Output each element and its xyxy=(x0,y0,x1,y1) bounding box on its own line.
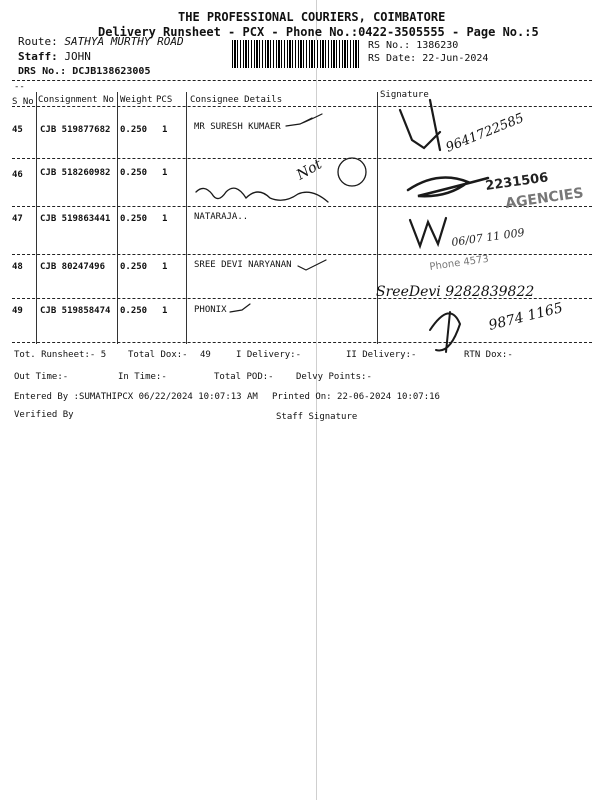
not-note: Not xyxy=(294,156,325,184)
drs-value: DCJB138623005 xyxy=(72,66,151,77)
total-dox-value: 49 xyxy=(200,350,211,360)
row-48-weight: 0.250 xyxy=(120,262,148,272)
row-49-tick xyxy=(230,304,250,312)
row-48-sno: 48 xyxy=(12,262,23,272)
col-header-weight: Weight xyxy=(120,95,153,105)
row-45-weight: 0.250 xyxy=(120,125,148,135)
rs-date-value: 22-Jun-2024 xyxy=(422,53,489,64)
runsheet-title: Delivery Runsheet - PCX - Phone No.:0422-3505555 - Page No.:5 xyxy=(98,25,539,39)
stamp-date: 06/07 11 009 xyxy=(450,225,526,249)
row-47-consignee: NATARAJA.. xyxy=(194,212,249,222)
route-label: Route: xyxy=(18,35,58,48)
route-value: SATHYA MURTHY ROAD xyxy=(64,35,184,48)
col-header-sno: S No xyxy=(12,97,34,107)
row-46-signature xyxy=(408,178,488,197)
total-dox-label: Total Dox:- xyxy=(128,350,188,360)
row-47-signature xyxy=(410,218,446,246)
out-time: Out Time:- xyxy=(14,372,69,382)
i-delivery: I Delivery:- xyxy=(236,350,302,360)
stamp-word: AGENCIES xyxy=(504,185,585,212)
col-header-signature: Signature xyxy=(380,90,429,100)
row-47-consignment: CJB 519863441 xyxy=(40,214,111,224)
row-46-pcs: 1 xyxy=(162,168,168,178)
staff-signature: Staff Signature xyxy=(276,412,358,422)
row-48-pcs: 1 xyxy=(162,262,168,272)
row-49-consignment: CJB 519858474 xyxy=(40,306,111,316)
row-48-tick xyxy=(298,260,326,270)
staff-label: Staff: xyxy=(18,50,58,63)
row-45-sno: 45 xyxy=(12,125,23,135)
row-47-weight: 0.250 xyxy=(120,214,148,224)
row-48-consignment: CJB 80247496 xyxy=(40,262,106,272)
verified-by: Verified By xyxy=(14,410,74,420)
staff-value: JOHN xyxy=(64,50,91,63)
col-header-pcs: PCS xyxy=(156,95,173,105)
printed-on: Printed On: 22-06-2024 10:07:16 xyxy=(272,392,440,402)
row-45-consignee: MR SURESH KUMAER xyxy=(194,122,281,132)
rtn-dox: RTN Dox:- xyxy=(464,350,513,360)
row-49-pcs: 1 xyxy=(162,306,168,316)
rs-date-label: RS Date: xyxy=(368,53,417,64)
col-header-consignment: Consignment No xyxy=(38,95,114,105)
in-time: In Time:- xyxy=(118,372,167,382)
ii-delivery: II Delivery:- xyxy=(346,350,417,360)
drs-label: DRS No.: xyxy=(18,66,67,77)
row-47-pcs: 1 xyxy=(162,214,168,224)
row-49-sno: 49 xyxy=(12,306,23,316)
row-49-signature xyxy=(430,312,460,352)
row-47-sno: 47 xyxy=(12,214,23,224)
row-45-tick xyxy=(286,114,322,126)
total-pod: Total POD:- xyxy=(214,372,274,382)
entered-by: Entered By :SUMATHIPCX 06/22/2024 10:07:13 AM xyxy=(14,392,258,402)
row-46-sno: 46 xyxy=(12,170,23,180)
row-49-scribble: 9874 1165 xyxy=(487,300,565,334)
rs-no-label: RS No.: xyxy=(368,40,411,51)
row-49-weight: 0.250 xyxy=(120,306,148,316)
row-46-weight: 0.250 xyxy=(120,168,148,178)
row-49-consignee: PHONIX xyxy=(194,305,227,315)
rs-no-value: 1386230 xyxy=(416,40,459,51)
phone-note: 9641722585 xyxy=(443,110,527,156)
row-46-scribble xyxy=(196,188,328,202)
row-46-consignment: CJB 518260982 xyxy=(40,168,111,178)
row-48-consignee: SREE DEVI NARYANAN xyxy=(194,260,292,270)
row-45-pcs: 1 xyxy=(162,125,168,135)
stamp-phone: Phone 4573 xyxy=(428,253,490,273)
header-marker: -- xyxy=(14,82,25,92)
row-45-signature xyxy=(400,100,440,150)
stamp-number: 2231506 xyxy=(484,170,550,194)
row-48-scribble: SreeDevi 9282839822 xyxy=(376,284,535,300)
delvy-points: Delvy Points:- xyxy=(296,372,372,382)
row-46-circle xyxy=(338,158,366,186)
row-45-consignment: CJB 519877682 xyxy=(40,125,111,135)
tot-runsheet: Tot. Runsheet:- 5 xyxy=(14,350,107,360)
col-header-consignee: Consignee Details xyxy=(190,95,283,105)
company-title: THE PROFESSIONAL COURIERS, COIMBATORE xyxy=(178,10,446,24)
